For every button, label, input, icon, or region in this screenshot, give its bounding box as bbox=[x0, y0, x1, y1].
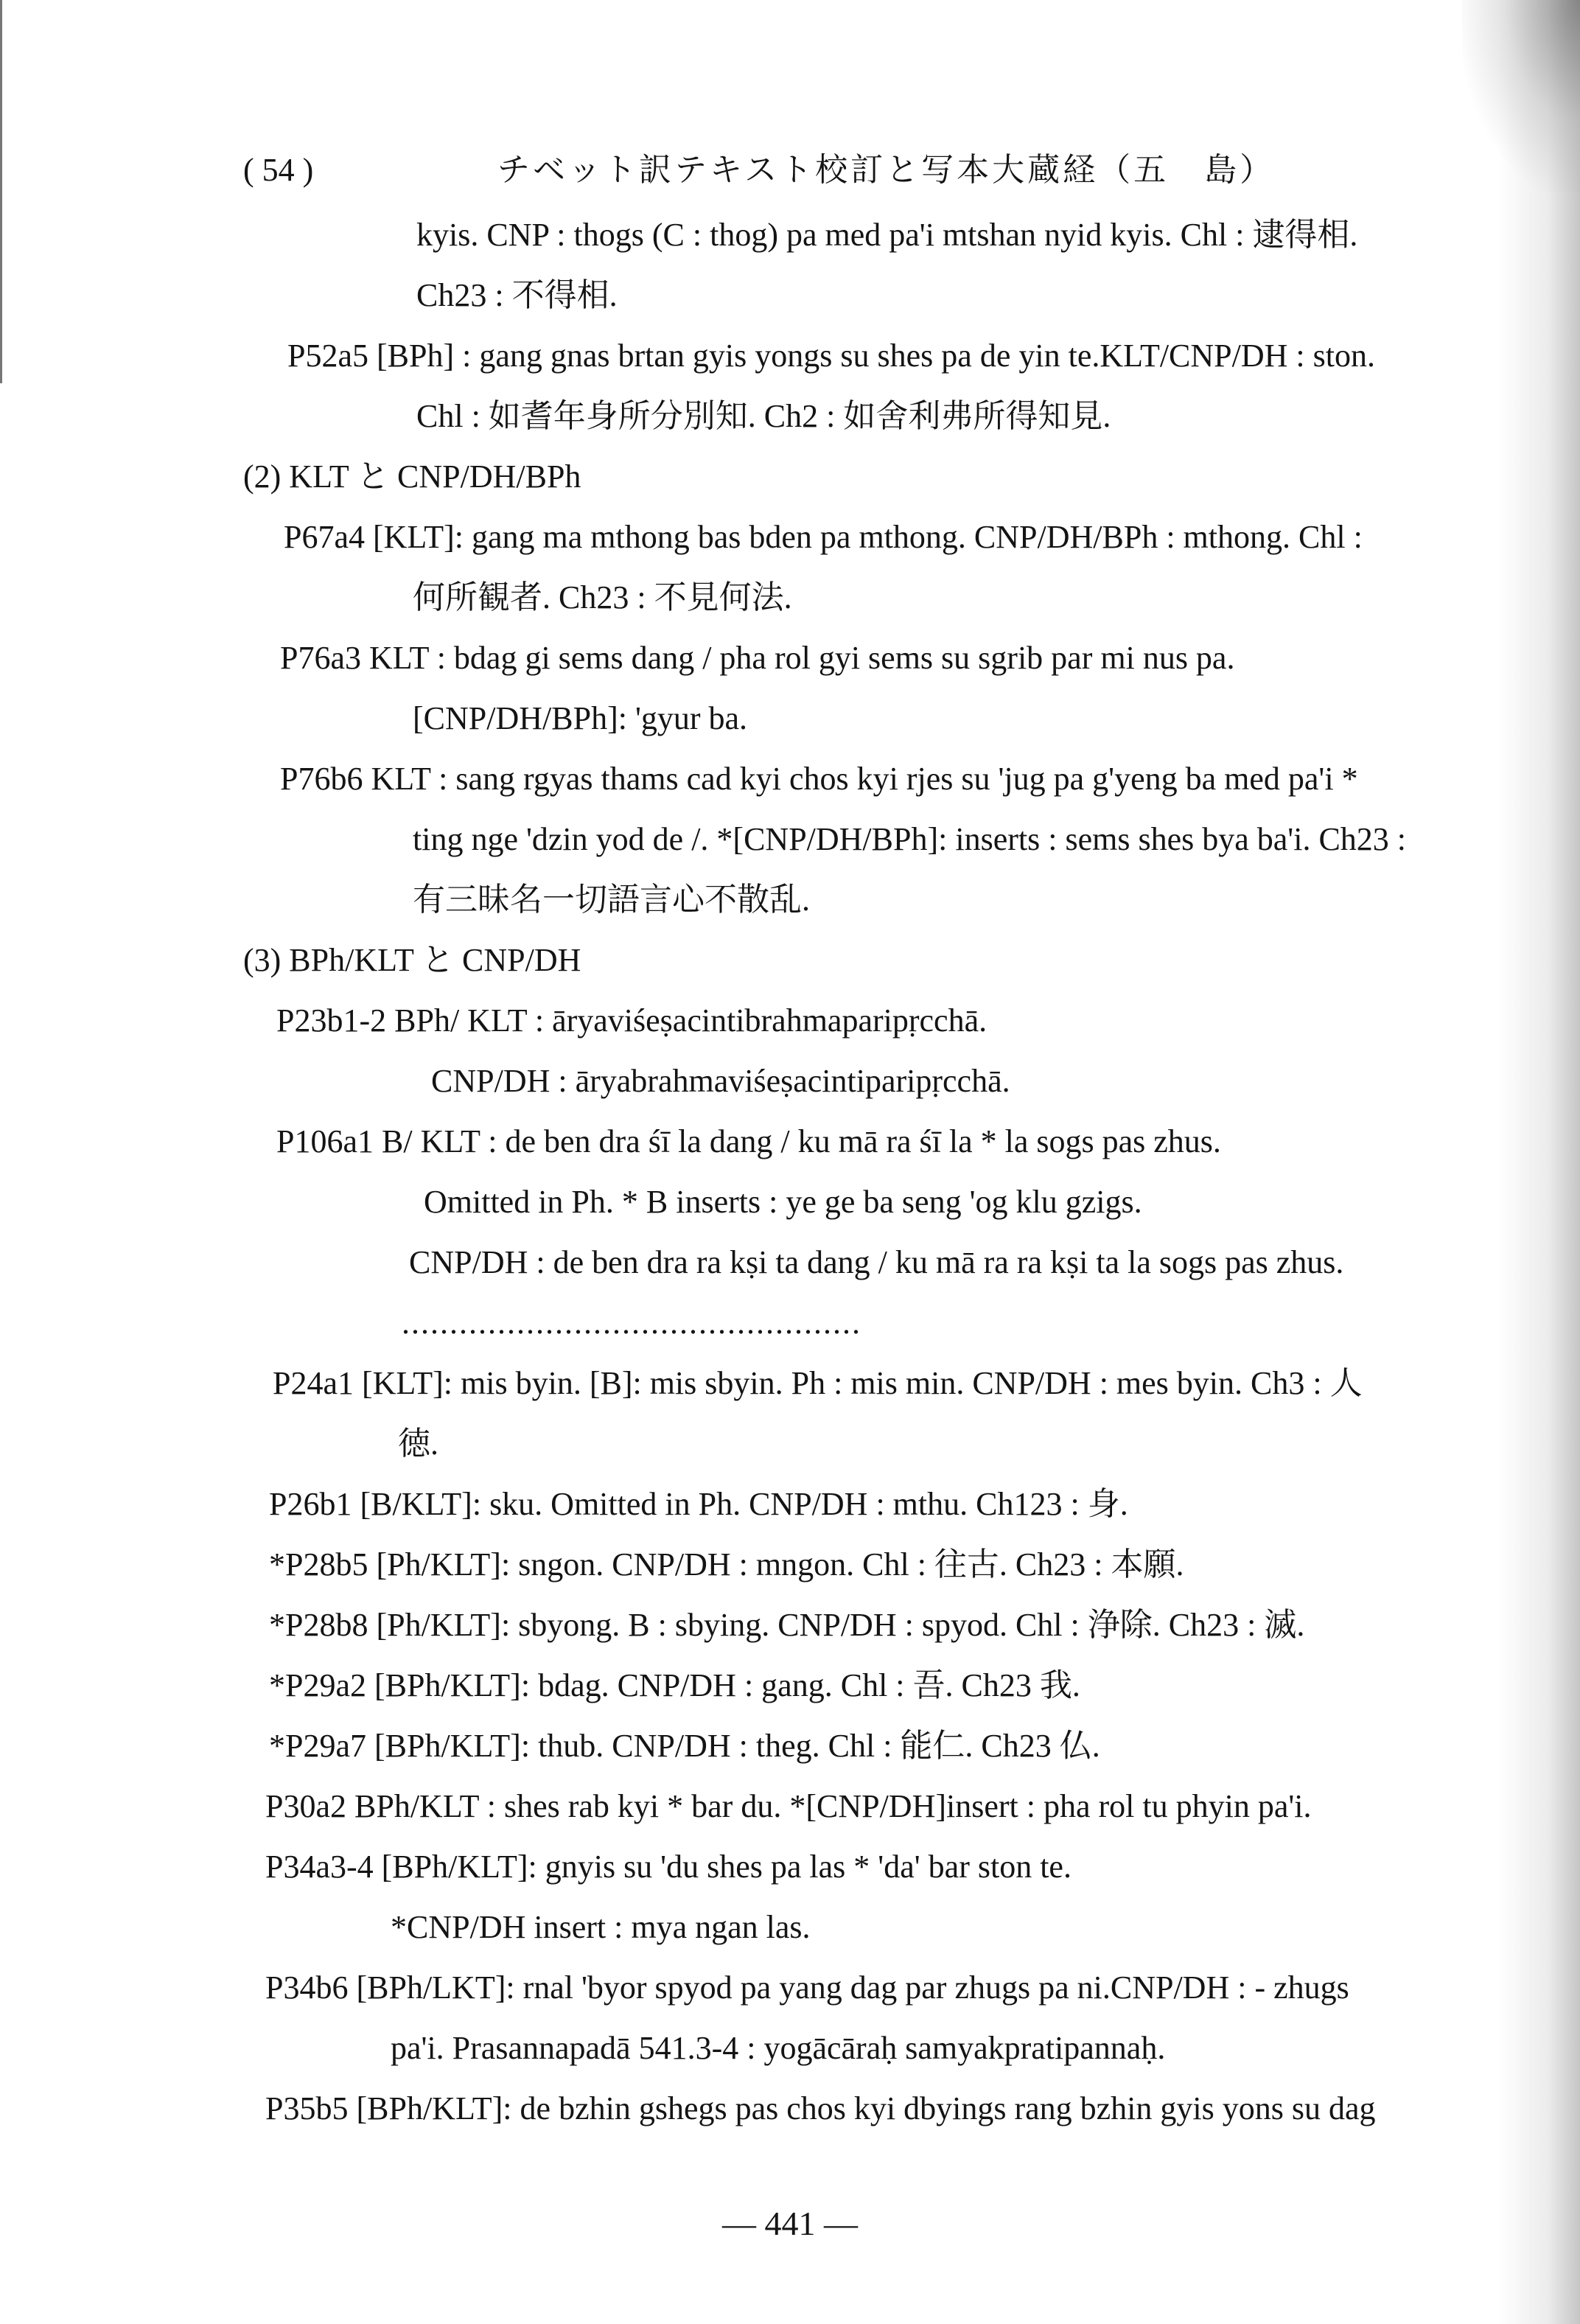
footer-page-number: — 441 — bbox=[722, 2205, 858, 2242]
text-line: P76b6 KLT : sang rgyas thams cad kyi chos kyi rjes su 'jug pa g'yeng ba med pa'i * bbox=[280, 761, 1358, 797]
text-line: Omitted in Ph. * B inserts : ye ge ba seng 'og klu gzigs. bbox=[424, 1184, 1142, 1220]
text-line: P34b6 [BPh/LKT]: rnal 'byor spyod pa yang dag par zhugs pa ni.CNP/DH : - zhugs bbox=[265, 1969, 1349, 2006]
text-line: pa'i. Prasannapadā 541.3-4 : yogācāraḥ samyakpratipannaḥ. bbox=[391, 2030, 1166, 2066]
text-line: 徳. bbox=[398, 1426, 438, 1462]
text-line: Chl : 如耆年身所分別知. Ch2 : 如舍利弗所得知見. bbox=[416, 398, 1111, 434]
text-line: P24a1 [KLT]: mis byin. [B]: mis sbyin. Ph : mis min. CNP/DH : mes byin. Ch3 : 人 bbox=[273, 1365, 1363, 1401]
text-line: P23b1-2 BPh/ KLT : āryaviśeṣacintibrahmaparipṛcchā. bbox=[276, 1002, 988, 1039]
text-line: ting nge 'dzin yod de /. *[CNP/DH/BPh]: inserts : sems shes bya ba'i. Ch23 : bbox=[413, 821, 1407, 857]
entries bbox=[243, 205, 1525, 2139]
header-page-number: ( 54 ) bbox=[243, 152, 314, 188]
text-line: 何所観者. Ch23 : 不見何法. bbox=[413, 579, 792, 615]
page-body bbox=[243, 140, 1525, 2139]
text-line: P26b1 [B/KLT]: sku. Omitted in Ph. CNP/DH : mthu. Ch123 : 身. bbox=[269, 1486, 1128, 1522]
text-line: P34a3-4 [BPh/KLT]: gnyis su 'du shes pa las * 'da' bar ston te. bbox=[265, 1849, 1072, 1885]
text-line: P76a3 KLT : bdag gi sems dang / pha rol gyi sems su sgrib par mi nus pa. bbox=[280, 640, 1235, 676]
text-line: Ch23 : 不得相. bbox=[416, 277, 618, 313]
scan-binding-edge bbox=[0, 0, 2, 383]
running-header bbox=[243, 140, 1525, 200]
section-heading: (2) KLT と CNP/DH/BPh bbox=[243, 458, 581, 495]
ellipsis-divider: ................................................ bbox=[402, 1305, 861, 1341]
text-line: *P29a7 [BPh/KLT]: thub. CNP/DH : theg. Chl : 能仁. Ch23 仏. bbox=[269, 1728, 1100, 1764]
text-line: P52a5 [BPh] : gang gnas brtan gyis yongs su shes pa de yin te.KLT/CNP/DH : ston. bbox=[287, 338, 1375, 374]
text-line: P106a1 B/ KLT : de ben dra śī la dang / ku mā ra śī la * la sogs pas zhus. bbox=[276, 1123, 1221, 1159]
text-line: 有三昧名一切語言心不散乱. bbox=[413, 882, 810, 918]
text-line: P30a2 BPh/KLT : shes rab kyi * bar du. *[CNP/DH]insert : pha rol tu phyin pa'i. bbox=[265, 1788, 1312, 1824]
section-heading: (3) BPh/KLT と CNP/DH bbox=[243, 942, 581, 978]
text-line: kyis. CNP : thogs (C : thog) pa med pa'i mtshan nyid kyis. Chl : 逮得相. bbox=[416, 217, 1358, 253]
text-line: *P29a2 [BPh/KLT]: bdag. CNP/DH : gang. Chl : 吾. Ch23 我. bbox=[269, 1667, 1080, 1703]
text-line: CNP/DH : de ben dra ra kṣi ta dang / ku mā ra ra kṣi ta la sogs pas zhus. bbox=[409, 1244, 1344, 1280]
header-title: チベット訳テキスト校訂と写本大蔵経（五 島） bbox=[497, 152, 1276, 188]
text-line: CNP/DH : āryabrahmaviśeṣacintiparipṛcchā. bbox=[431, 1063, 1010, 1099]
text-line: P67a4 [KLT]: gang ma mthong bas bden pa mthong. CNP/DH/BPh : mthong. Chl : bbox=[284, 519, 1363, 555]
text-line: [CNP/DH/BPh]: 'gyur ba. bbox=[413, 700, 748, 736]
text-line: *CNP/DH insert : mya ngan las. bbox=[391, 1909, 811, 1945]
text-line: P35b5 [BPh/KLT]: de bzhin gshegs pas chos kyi dbyings rang bzhin gyis yons su dag bbox=[265, 2090, 1376, 2126]
text-line: *P28b5 [Ph/KLT]: sngon. CNP/DH : mngon. Chl : 往古. Ch23 : 本願. bbox=[269, 1546, 1184, 1583]
text-line: *P28b8 [Ph/KLT]: sbyong. B : sbying. CNP/DH : spyod. Chl : 浄除. Ch23 : 滅. bbox=[269, 1607, 1305, 1643]
